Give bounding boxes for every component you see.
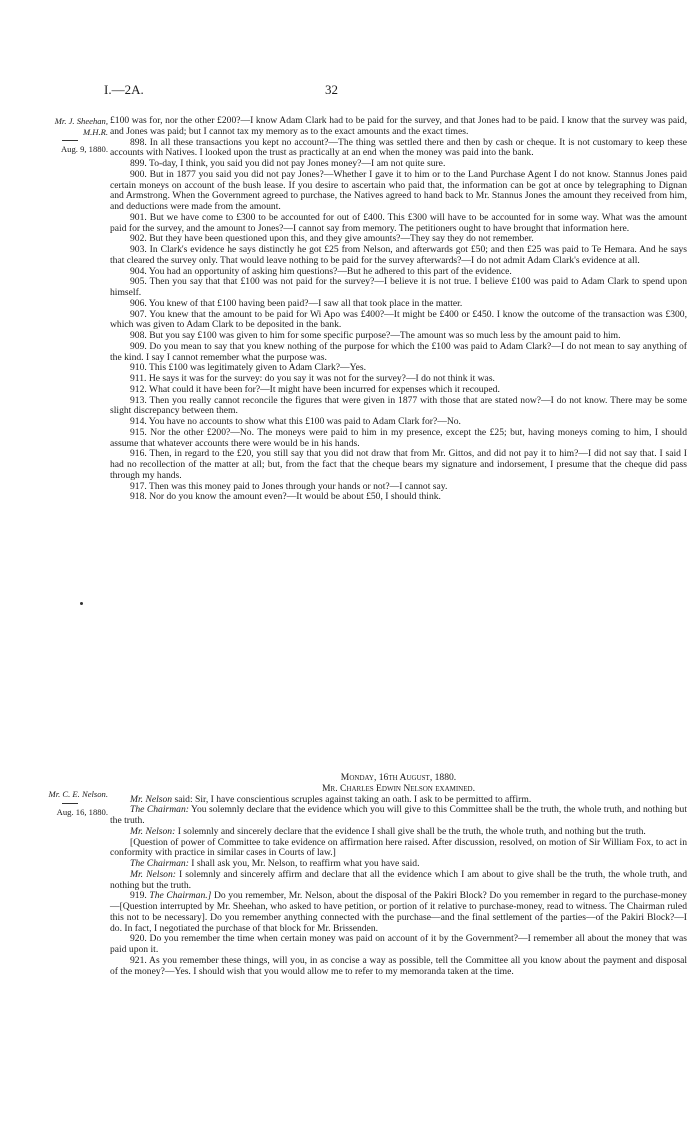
margin-date: Aug. 9, 1880. bbox=[60, 144, 108, 154]
question-paragraph: 903. In Clark's evidence he says distinctly he got £25 from Nelson, and afterwards got £50; and then £25 was paid to Te Hemara. And he says that cleared the survey only. That would leave nothing to be paid for the survey afterwards?—I do not admit Adam Clark's evidence at all. bbox=[110, 244, 687, 266]
testimony-text: I shall ask you, Mr. Nelson, to reaffirm what you have said. bbox=[188, 858, 420, 869]
testimony-text: 920. Do you remember the time when certain money was paid on account of it by the Government?—I remember all about the money that was paid upon it. bbox=[110, 933, 687, 955]
question-paragraph: 917. Then was this money paid to Jones through your hands or not?—I cannot say. bbox=[130, 480, 448, 492]
margin-divider bbox=[62, 140, 78, 141]
testimony-paragraph bbox=[110, 838, 687, 860]
testimony-paragraph bbox=[110, 870, 687, 892]
question-number: 919. bbox=[130, 890, 150, 902]
speaker-name: The Chairman: bbox=[130, 804, 189, 816]
speaker-name: Mr. Nelson: bbox=[130, 825, 176, 837]
question-list bbox=[110, 138, 687, 504]
testimony-text: I solemnly and sincerely affirm and declare that all the evidence which I am about to give shall be the truth, the whole truth, and nothing but the truth. bbox=[110, 868, 687, 891]
stray-mark bbox=[80, 602, 83, 605]
testimony-text: said: Sir, I have conscientious scruples against taking an oath. I ask to be permitted to affirm. bbox=[172, 793, 532, 805]
speaker-name: The Chairman.] bbox=[149, 890, 212, 902]
margin-divider bbox=[62, 803, 78, 804]
testimony-paragraph bbox=[110, 956, 687, 978]
question-paragraph: 899. To-day, I think, you said you did not pay Jones money?—I am not quite sure. bbox=[130, 158, 446, 169]
speaker-name: Mr. Nelson: bbox=[130, 868, 176, 880]
question-paragraph: 911. He says it was for the survey: do you say it was not for the survey?—I do not think it was. bbox=[130, 373, 495, 384]
margin-witness-title: M.H.R. bbox=[82, 126, 108, 137]
question-paragraph: 918. Nor do you know the amount even?—It would be about £50, I should think. bbox=[130, 491, 441, 503]
margin-witness-name: Mr. J. Sheehan, bbox=[54, 116, 108, 126]
testimony-paragraph bbox=[110, 891, 687, 934]
question-paragraph: 902. But they have been questioned upon this, and they give amounts?—They say they do not remember. bbox=[130, 233, 534, 245]
sheehan-evidence bbox=[110, 116, 687, 503]
question-paragraph: 904. You had an opportunity of asking him questions?—But he adhered to this part of the evidence. bbox=[130, 265, 512, 277]
testimony-text: 921. As you remember these things, will you, in as concise a way as possible, tell the Committee all you know about the payment and disposal of the money?—Yes. I should wish that you would allow me to refer to my memoranda taken at the time. bbox=[110, 954, 687, 977]
question-paragraph: 915. Nor the other £200?—No. The moneys were paid to him in my presence, except the £25; but, having moneys coming to him, I should assume that whatever accounts there were would be in his hands. bbox=[110, 426, 687, 449]
question-paragraph: 914. You have no accounts to show what this £100 was paid to Adam Clark for?—No. bbox=[130, 416, 461, 427]
speaker-name: Mr. Nelson bbox=[130, 793, 173, 805]
nelson-item-list bbox=[110, 795, 687, 978]
question-paragraph: 900. But in 1877 you said you did not pay Jones?—Whether I gave it to him or to the Land Purchase Agent I do not know. Stannus Jones paid certain moneys on account of the bush lease. If you desire to ascertain who paid that, the information can be got at once by telegraphing to Dignan and Armstrong. When the Government agreed to purchase, the Natives agreed to hand back to Mr. Stannus Jones the amount they received from him, and deductions were made from the amount. bbox=[110, 168, 687, 212]
question-paragraph: 907. You knew that the amount to be paid for Wi Apo was £400?—It might be £400 or £450. I know the outcome of the transaction was £300, which was given to Adam Clark to be deposited in the bank. bbox=[110, 308, 687, 331]
document-reference: I.—2A. bbox=[104, 82, 144, 97]
question-paragraph: 912. What could it have been for?—It might have been incurred for expenses which it recouped. bbox=[130, 383, 500, 395]
testimony-text: I solemnly and sincerely declare that the evidence I shall give shall be the truth, the whole truth, and nothing but the truth. bbox=[175, 825, 646, 837]
question-paragraph: 905. Then you say that that £100 was not paid for the survey?—I believe it is not true. I believe £100 was paid to Adam Clark to spend upon himself. bbox=[110, 276, 687, 298]
question-paragraph: 908. But you say £100 was given to him for some specific purpose?—The amount was so much less by the amount paid to him. bbox=[130, 330, 621, 341]
question-paragraph: 916. Then, in regard to the £20, you still say that you did not draw that from Mr. Gittos, and did not pay it to him?—I did not say that. I said I had no recollection of the matter at all; but, from the fact that the cheque bears my signature and indorsement, I presume that the cheque did pass through my hands. bbox=[110, 448, 687, 481]
question-paragraph: 913. Then you really cannot reconcile the figures that were given in 1877 with those that are stated now?—I do not know. There may be some slight discrepancy between them. bbox=[110, 394, 687, 417]
question-paragraph: 901. But we have come to £300 to be accounted for out of £400. This £300 will have to be accounted for in some way. What was the amount paid for the survey, and the amount to Jones?—I cannot say from memory. The petitioners ought to have brought that information here. bbox=[110, 211, 687, 234]
testimony-text: Do you remember, Mr. Nelson, about the disposal of the Pakiri Block? Do you remember in regard to the purchase-money—[Question interrupted by Mr. Sheehan, who asked to have petition, or portion of it relative to purchase-money, read to witness. The Chairman ruled this not to be necessary]. Do you remember anything connected with the purchase—and the final settlement of the parties—of the Pakiri Block?—I do. In fact, I negotiated the purchase of that block for Mr. Brissenden. bbox=[110, 890, 687, 934]
margin-witness-name: Mr. C. E. Nelson. bbox=[48, 789, 108, 799]
margin-note-nelson bbox=[20, 789, 108, 817]
question-paragraph: 906. You knew of that £100 having been paid?—I saw all that took place in the matter. bbox=[130, 297, 463, 309]
nelson-evidence bbox=[110, 773, 687, 977]
testimony-text: [Question of power of Committee to take evidence on affirmation here raised. After discussion, resolved, on motion of Sir William Fox, to act in conformity with practice in similar cases in Courts of law.] bbox=[110, 836, 687, 859]
question-paragraph: 909. Do you mean to say that you knew nothing of the purpose for which the £100 was paid to Adam Clark?—I do not mean to say anything of the kind. I say I cannot remember what the purpose was. bbox=[110, 340, 687, 363]
day-heading: Monday, 16th August, 1880. bbox=[340, 772, 457, 783]
question-paragraph: 910. This £100 was legitimately given to Adam Clark?—Yes. bbox=[130, 362, 367, 374]
witness-heading: Mr. Charles Edwin Nelson examined. bbox=[322, 782, 475, 794]
testimony-paragraph bbox=[110, 805, 687, 827]
speaker-name: The Chairman: bbox=[130, 858, 189, 869]
testimony-text: You solemnly declare that the evidence which you will give to this Committee shall be the truth, the whole truth, and nothing but the truth. bbox=[110, 804, 687, 826]
margin-note-sheehan bbox=[20, 116, 108, 155]
margin-date: Aug. 16, 1880. bbox=[56, 806, 108, 817]
testimony-paragraph bbox=[110, 934, 687, 956]
page-number: 32 bbox=[325, 82, 338, 97]
question-paragraph: 898. In all these transactions you kept no account?—The thing was settled there and then by cash or cheque. It is not customary to keep these accounts with Natives. I looked upon the trust as practically at an end when the money was paid into the bank. bbox=[110, 136, 687, 159]
opening-answer: £100 was for, nor the other £200?—I know Adam Clark had to be paid for the survey, and that Jones had to be paid. I know that the survey was paid, and Jones was paid; but I cannot tax my memory as to the exact amounts and the exact times. bbox=[110, 115, 687, 137]
